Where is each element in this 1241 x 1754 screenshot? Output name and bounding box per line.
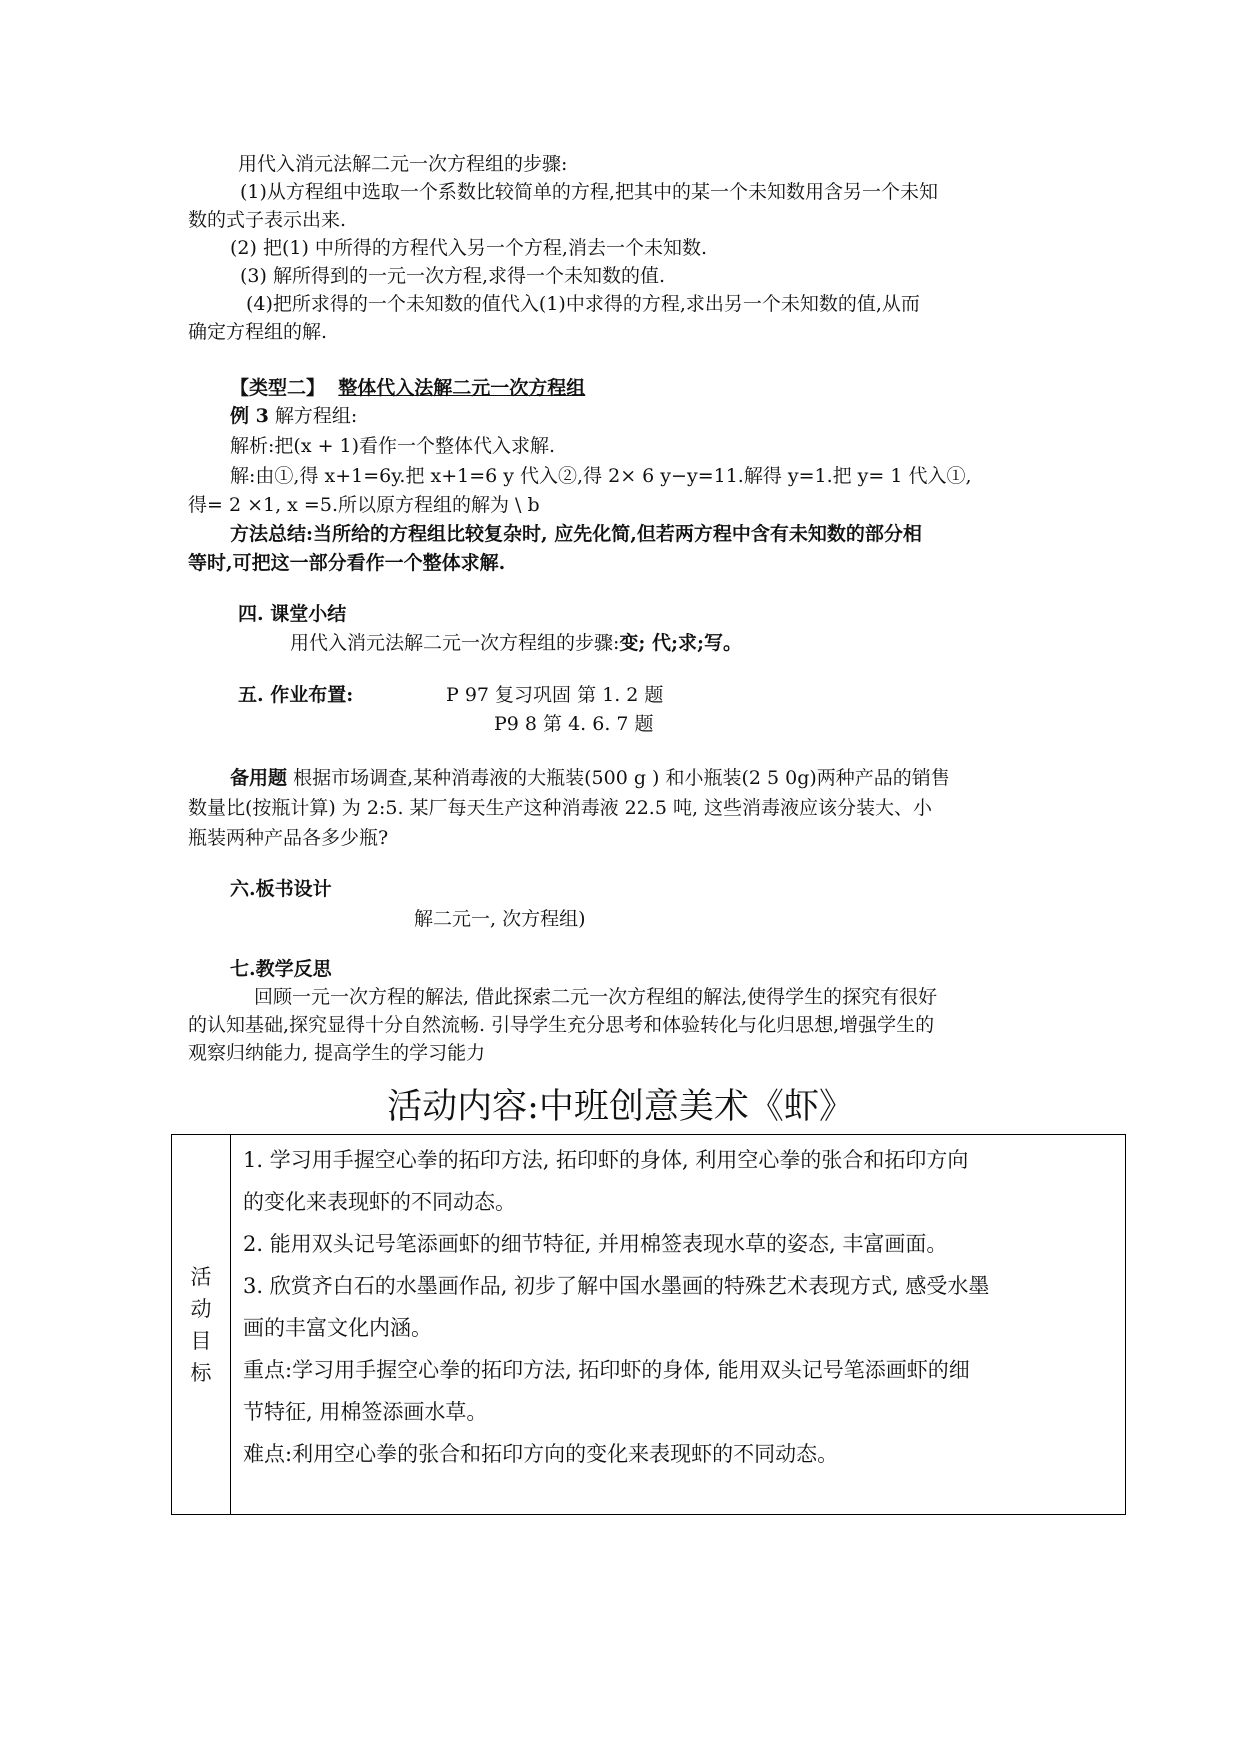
side-char: 标 [190,1360,212,1385]
analysis-line: 解析:把(x + 1)看作一个整体代入求解. [230,435,556,457]
backup-line-1 [230,766,950,790]
backup-line-3: 瓶装两种产品各多少瓶? [188,827,389,849]
step-4-line-2: 确定方程组的解. [188,321,328,343]
type-two-tag: 【类型二】 [230,377,326,399]
solution-line-2: 得= 2 ×1, x =5.所以原方程组的解为 \ b [188,494,540,516]
step-1-line-1: (1)从方程组中选取一个系数比较简单的方程,把其中的某一个未知数用含另一个未知 [240,181,938,203]
side-char: 动 [190,1296,212,1321]
step-1-line-2: 数的式子表示出来. [188,209,347,231]
section-6-heading: 六.板书设计 [230,878,332,900]
goal-line: 重点:学习用手握空心拳的拓印方法, 拓印虾的身体, 能用双头记号笔添画虾的细 [243,1358,970,1382]
goal-line: 节特征, 用棉签添画水草。 [243,1400,488,1424]
solution-line-1: 解:由①,得 x+1=6y.把 x+1=6 y 代入②,得 2× 6 y−y=11.解得 y=1.把 y= 1 代入①, [230,465,972,487]
goal-line: 2. 能用双头记号笔添画虾的细节特征, 并用棉签表现水草的姿态, 丰富画面。 [243,1232,948,1256]
section-4-heading: 四. 课堂小结 [238,603,347,625]
type-two-title: 整体代入法解二元一次方程组 [338,377,586,399]
homework-line-2: P9 8 第 4. 6. 7 题 [494,713,654,735]
method-summary-line-1: 方法总结:当所给的方程组比较复杂时, 应先化简,但若两方程中含有未知数的部分相 [230,523,922,545]
side-char: 活 [190,1264,212,1289]
goal-line: 的变化来表现虾的不同动态。 [243,1190,516,1214]
section-4-keywords: 变; 代;求;写。 [619,632,743,654]
example-text: 解方程组: [274,405,358,427]
step-2: (2) 把(1) 中所得的方程代入另一个方程,消去一个未知数. [230,237,707,259]
reflection-line-3: 观察归纳能力, 提高学生的学习能力 [188,1042,486,1064]
steps-intro: 用代入消元法解二元一次方程组的步骤: [238,153,568,175]
section-5-heading: 五. 作业布置: [238,684,354,706]
activity-goals-table [171,1134,1126,1515]
example-label: 例 3 [230,405,269,427]
backup-label: 备用题 [230,767,288,789]
section-4-sentence: 用代入消元法解二元一次方程组的步骤: [290,632,620,654]
goal-line: 画的丰富文化内涵。 [243,1316,432,1340]
goal-line: 3. 欣赏齐白石的水墨画作品, 初步了解中国水墨画的特殊艺术表现方式, 感受水墨 [243,1274,990,1298]
section-6-text: 解二元一, 次方程组) [414,908,586,930]
goals-content [231,1135,1126,1515]
homework-line-1: P 97 复习巩固 第 1. 2 题 [446,684,664,706]
step-4-line-1: (4)把所求得的一个未知数的值代入(1)中求得的方程,求出另一个未知数的值,从而 [246,293,920,315]
backup-line-2: 数量比(按瓶计算) 为 2:5. 某厂每天生产这种消毒液 22.5 吨, 这些消毒液应该分装大、小 [188,797,933,819]
example-3 [230,404,357,428]
side-char: 目 [190,1328,212,1353]
step-3: (3) 解所得到的一元一次方程,求得一个未知数的值. [240,265,666,287]
activity-title: 活动内容:中班创意美术《虾》 [387,1087,854,1127]
goal-line: 1. 学习用手握空心拳的拓印方法, 拓印虾的身体, 利用空心拳的张合和拓印方向 [243,1148,969,1172]
reflection-line-2: 的认知基础,探究显得十分自然流畅. 引导学生充分思考和体验转化与化归思想,增强学生的 [188,1014,935,1036]
reflection-line-1: 回顾一元一次方程的解法, 借此探索二元一次方程组的解法,使得学生的探究有很好 [254,986,938,1008]
section-7-heading: 七.教学反思 [230,958,332,980]
goal-line: 难点:利用空心拳的张合和拓印方向的变化来表现虾的不同动态。 [243,1442,839,1466]
method-summary-line-2: 等时,可把这一部分看作一个整体求解. [188,552,506,574]
goals-side-label [172,1135,231,1515]
section-4-text [290,631,742,655]
type-two-heading [230,376,585,400]
backup-text-1: 根据市场调查,某种消毒液的大瓶装(500 g ) 和小瓶装(2 5 0g)两种产品的销售 [293,767,950,789]
